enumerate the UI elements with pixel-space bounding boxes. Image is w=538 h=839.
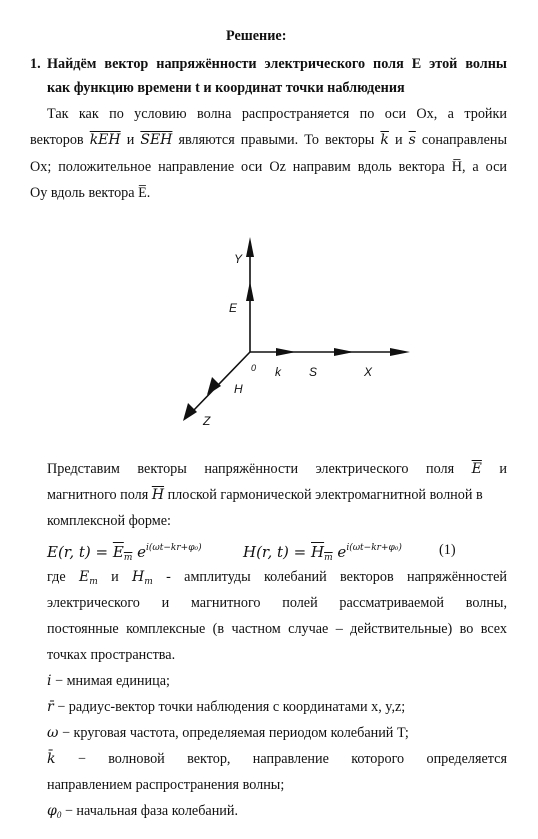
vector-triple-SEH: $\overline{SEH}$ — [140, 132, 173, 148]
def-omega: ω − круговая частота, определяемая периодом колебаний T; — [47, 725, 409, 741]
para2-line-3: комплексной форме: — [47, 513, 171, 529]
label-h: H — [234, 382, 243, 396]
def-phi: $\varphi_0$ − начальная фаза колебаний. — [47, 803, 239, 820]
def-k-line-1: k̄ − волновой вектор, направление которого определяется — [47, 751, 507, 767]
axes-figure — [0, 225, 538, 445]
formula-number: (1) — [439, 542, 456, 558]
s-vector-arrow — [334, 348, 354, 356]
label-s: S — [309, 365, 318, 379]
para3-line-3: постоянные комплексные (в частном случае – действительные) во всех — [47, 621, 507, 637]
label-z: Z — [203, 414, 211, 428]
para1-line-3: Ох; положительное направление оси Oz направим вдоль вектора H̅, а оси — [30, 159, 507, 175]
k-vector-arrow — [276, 348, 296, 356]
section-title-line-2: как функцию времени t и координат точки наблюдения — [47, 80, 405, 96]
z-axis-arrow — [183, 403, 197, 421]
vector-k: $\overline{k}$ — [380, 132, 389, 148]
h-vector-arrow — [207, 377, 221, 395]
para2-line-1: Представим векторы напряжённости электрического поля $\overline{E}$ и — [47, 461, 507, 477]
x-axis-arrow — [390, 348, 410, 356]
def-k-line-2: направлением распространения волны; — [47, 777, 285, 793]
label-x: X — [364, 365, 373, 379]
label-origin: 0 — [251, 363, 257, 373]
formula-h: H(r, $t) = H_m$ $e^{i(\omega t-kr+\varphi_0)}$ — [243, 543, 402, 563]
vector-E: $\overline{E}$ — [471, 461, 482, 477]
label-k: k — [275, 365, 281, 379]
vector-s: $\overline{s}$ — [408, 132, 416, 148]
para3-line-1: где $E_m$ и $H_m$ - амплитуды колебаний векторов напряжённостей — [47, 569, 508, 587]
label-e: E — [229, 301, 238, 315]
para1-line-2: векторов $\overline{kEH}$ и $\overline{SEH}$ являются правыми. То векторы $\overline{k}$ и $\overline{s}$ сонаправлены — [30, 132, 508, 148]
formula-e: E(r, $t) = E_m$ $e^{i(\omega t-kr+\varphi_0)}$ — [47, 543, 202, 563]
def-i: i − мнимая единица; — [47, 673, 170, 689]
para3-line-4: точках пространства. — [47, 647, 176, 663]
para1-line-1: Так как по условию волна распространяется по оси Ох, а тройки — [47, 106, 507, 122]
para2-line-2: магнитного поля $\overline{H}$ плоской гармонической электромагнитной волной в — [47, 487, 483, 503]
section-title-line-1: Найдём вектор напряжённости электрического поля E этой волны — [47, 56, 507, 72]
y-axis-arrow — [246, 237, 254, 257]
solution-heading: Решение: — [226, 28, 287, 44]
label-y: Y — [234, 252, 243, 266]
vector-H: $\overline{H}$ — [151, 487, 165, 503]
vector-triple-kEH: $\overline{kEH}$ — [89, 132, 121, 148]
para1-line-4: Оу вдоль вектора E̅. — [30, 185, 151, 201]
section-number: 1. — [30, 56, 41, 72]
def-r: r̄ − радиус-вектор точки наблюдения с координатами x, y,z; — [47, 699, 406, 715]
para3-line-2: электрического и магнитного полей рассматриваемой волны, — [47, 595, 507, 611]
e-vector-arrow — [246, 281, 254, 301]
